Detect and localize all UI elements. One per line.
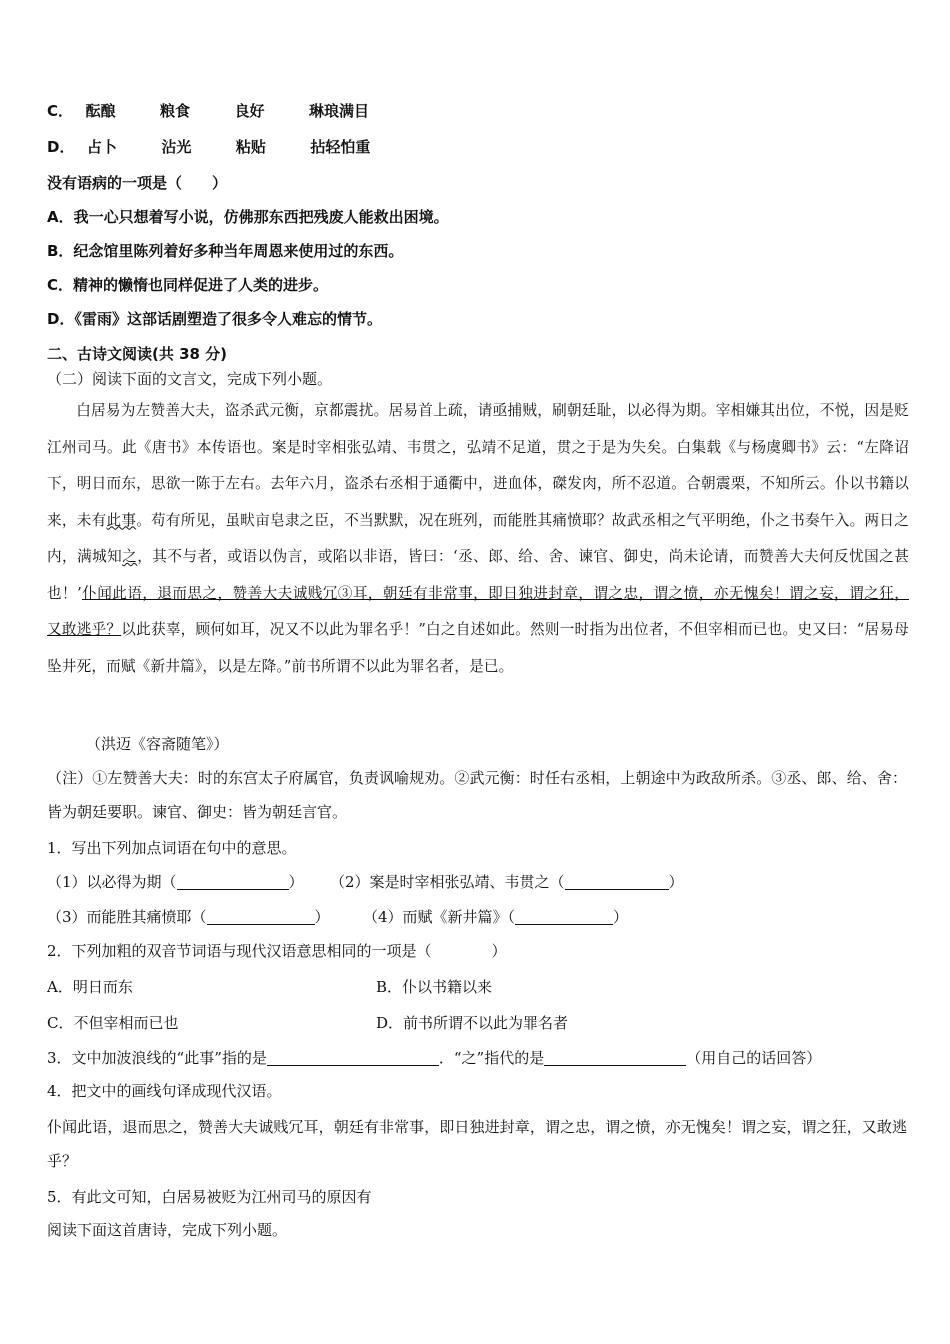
q2-option-d: D．前书所谓不以此为罪名者: [376, 1014, 569, 1032]
q2-option-b: B．仆以书籍以来: [376, 978, 493, 996]
next-instruction: 阅读下面这首唐诗，完成下列小题。: [47, 1221, 288, 1239]
footnotes: （注）①左赞善大夫：时的东宫太子府属官，负责讽喻规劝。②武元衡：时任右丞相，上朝途中为政敌所杀。③丞、郎、给、舍：皆为朝廷要职。谏官、御史：皆为朝廷言官。: [47, 769, 907, 821]
q3-part-c: （用自己的话回答）: [686, 1049, 822, 1067]
q3-part-a: 3．文中加波浪线的“此事”指的是: [47, 1049, 267, 1067]
grammar-option-b: B．纪念馆里陈列着好多种当年周恩来使用过的东西。: [47, 242, 404, 260]
choice-word: 粘贴: [235, 138, 266, 156]
answer-blank[interactable]: [544, 1049, 686, 1066]
choice-word: 酝酿: [85, 102, 116, 120]
q1-item-2-close: ）: [668, 873, 684, 891]
wavy-zhi: 之: [122, 548, 138, 565]
passage-part: 。苟有所见，虽畎亩皂隶之臣，不当默默，况在班列，而能胜其痛愤耶？故武丞相之气平明绝，仆之书奏午入。两日之内，满城知: [47, 511, 909, 565]
q1-item-3-close: ）: [314, 908, 330, 926]
grammar-question-stem: 没有语病的一项是（ ）: [47, 174, 228, 192]
grammar-option-d: D．《雷雨》这部话剧塑造了很多令人难忘的情节。: [47, 310, 382, 328]
choice-word: 粮食: [159, 102, 190, 120]
choice-word: 占卜: [86, 138, 117, 156]
q4-sentence: 仆闻此语，退而思之，赞善大夫诚贱冗耳，朝廷有非常事，即日独进封章，谓之忠，谓之愤，亦无愧矣！谓之妄，谓之狂，又敢逃乎？: [47, 1118, 907, 1170]
answer-blank[interactable]: [515, 908, 613, 925]
q3-line: [47, 1047, 821, 1068]
answer-blank[interactable]: [177, 873, 289, 890]
q1-item-3-text: （3）而能胜其痛愤耶（: [47, 908, 207, 926]
answer-blank[interactable]: [267, 1049, 439, 1066]
passage-part: 以此获辜，顾何如耳，况又不以此为罪名乎！”白之自述如此。然则一时指为出位者，不但宰相而已也。史又曰：“居易母坠井死，而赋《新井篇》，以是左降。”前书所谓不以此为罪名者，是已。: [47, 621, 909, 675]
choice-word: 拈轻怕重: [310, 138, 371, 156]
q2-option-c: C．不但宰相而已也: [47, 1014, 179, 1032]
q1-item-1-text: （1）以必得为期（: [47, 873, 177, 891]
q2-stem: 2．下列加粗的双音节词语与现代汉语意思相同的一项是（ ）: [47, 942, 507, 960]
choice-row-c: [47, 101, 369, 121]
grammar-option-a: A．我一心只想着写小说，仿佛那东西把残废人能救出困境。: [47, 208, 449, 226]
q1-item-4-close: ）: [613, 908, 629, 926]
grammar-option-c: C．精神的懒惰也同样促进了人类的进步。: [47, 276, 329, 294]
underlined-sentence: 仆闻此语，退而思之，赞善大夫诚贱冗③耳，朝廷有非常事，即日独进封章，谓之忠，谓之愤，亦无愧矣！谓之妄，谓之狂，又敢逃乎？: [47, 584, 909, 638]
classical-passage: [47, 393, 909, 685]
q2-option-a: A．明日而东: [47, 978, 133, 996]
choice-word: 琳琅满目: [308, 102, 369, 120]
passage-source: （洪迈《容斋随笔》）: [86, 735, 229, 753]
choice-label: D．: [47, 138, 75, 156]
q1-item-4-text: （4）而赋《新井篇》（: [363, 908, 516, 926]
q1-stem: 1．写出下列加点词语在句中的意思。: [47, 839, 297, 857]
choice-row-d: [47, 137, 370, 157]
answer-blank[interactable]: [565, 873, 669, 890]
q5-stem: 5．有此文可知，白居易被贬为江州司马的原因有: [47, 1188, 372, 1206]
q4-stem: 4．把文中的画线句译成现代汉语。: [47, 1082, 282, 1100]
choice-word: 沾光: [161, 138, 192, 156]
section-title: 二、古诗文阅读(共 38 分): [47, 345, 228, 363]
q1-item-3: [47, 906, 330, 927]
choice-word: 良好: [234, 102, 265, 120]
q1-item-4: [363, 906, 628, 927]
choice-label: C．: [47, 102, 74, 120]
wavy-cishi: 此事: [106, 511, 137, 529]
passage-part: 白居易为左赞善大夫，盗杀武元衡，京都震扰。居易首上疏，请亟捕贼，刷朝廷耻，以必得为期。宰相嫌其出位，不悦，因是贬江州司马。此《唐书》本传语也。案是时宰相张弘靖、韦贯之，弘靖不足道，贯之于是为失矣。白集载《与杨虞卿书》云：“左降诏下，明日而东，思欲一陈于左右。去年六月，盗杀右丞相于通衢中，迸血体，磔发肉，所不忍道。合朝震栗，不知所云。仆以书籍以来，未有: [47, 402, 909, 529]
section-subtitle: （二）阅读下面的文言文，完成下列小题。: [47, 370, 333, 388]
q1-item-1: [47, 871, 304, 892]
q1-item-2: [330, 871, 684, 892]
answer-blank[interactable]: [207, 908, 315, 925]
q1-item-1-close: ）: [288, 873, 304, 891]
q1-item-2-text: （2）案是时宰相张弘靖、韦贯之（: [330, 873, 565, 891]
passage-part: ，其不与者，或语以伪言，或陷以非语，皆曰：‘丞、郎、给、舍、谏官、御史，尚未论请，而赞善大夫何反忧国之甚也！’: [47, 548, 910, 602]
q3-part-b: ．“之”指代的是: [438, 1049, 545, 1067]
